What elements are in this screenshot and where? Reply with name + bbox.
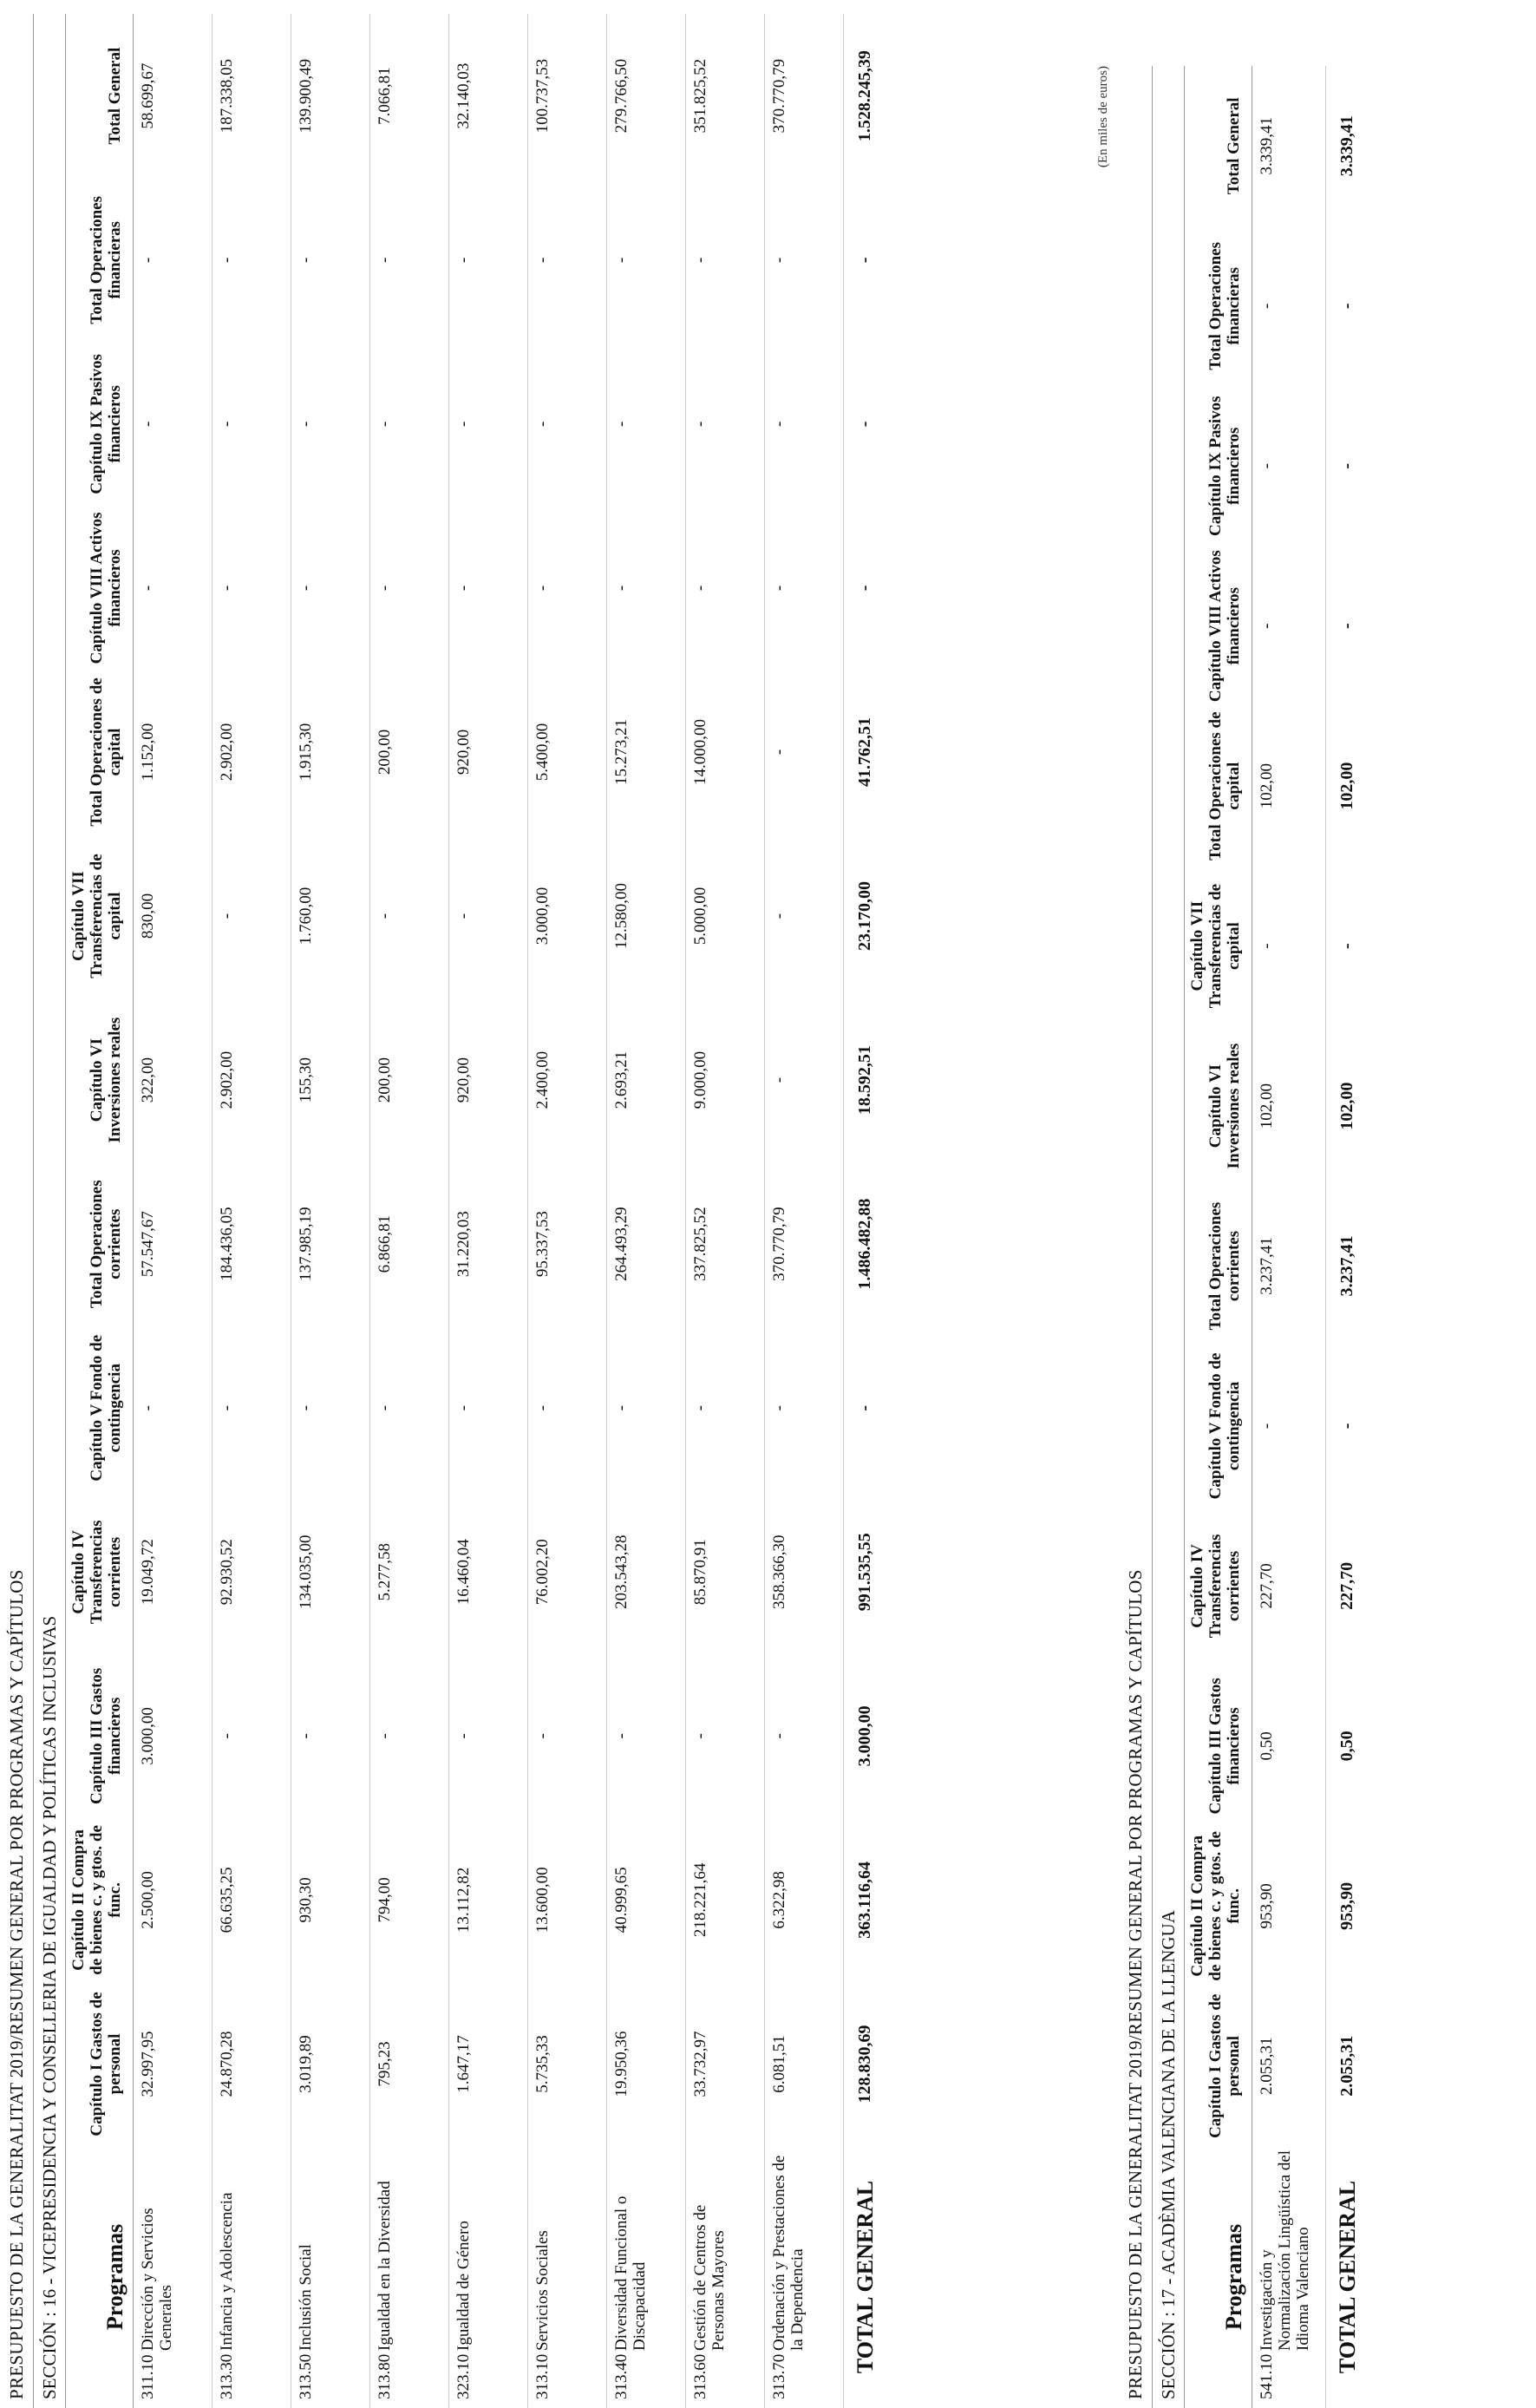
table-cell: 2.500,00 [134, 1818, 212, 1982]
table-cell: - [449, 178, 528, 342]
total-cell: 0,50 [1337, 1731, 1356, 1762]
table-cell: 227,70 [1252, 1506, 1326, 1665]
column-header: Capítulo IV Transferencias corrientes [66, 1490, 134, 1654]
table-cell: - [449, 834, 528, 998]
column-header: Capítulo III Gastos financieros [66, 1654, 134, 1818]
total-row [1326, 66, 1405, 2408]
table-cell: 19.049,72 [134, 1490, 212, 1654]
report-title: PRESUPUESTO DE LA GENERALITAT 2019/RESUMEN GENERAL POR PROGRAMAS Y CAPÍTULOS [6, 1569, 27, 2399]
column-header: Capítulo VIII Activos financieros [1185, 546, 1252, 705]
table-cell: 5.277,58 [370, 1490, 449, 1654]
table-cell: - [212, 1654, 291, 1818]
table-cell: - [607, 506, 686, 670]
column-header: Total Operaciones financieras [1185, 226, 1252, 386]
table-cell: - [1252, 1346, 1326, 1506]
table-cell: - [370, 834, 449, 998]
units-label: (En miles de euros) [1096, 66, 1110, 168]
total-cell: - [855, 421, 874, 428]
table-cell: 920,00 [449, 998, 528, 1162]
table-cell: - [528, 1654, 607, 1818]
table-cell: 155,30 [291, 998, 370, 1162]
table-row [1252, 66, 1326, 2408]
table-cell: 95.337,53 [528, 1162, 607, 1326]
table-cell: 2.693,21 [607, 998, 686, 1162]
table-cell: 2.902,00 [212, 670, 291, 834]
table-cell: - [1252, 386, 1326, 546]
table-cell: 12.580,00 [607, 834, 686, 998]
program-name: Dirección y Servicios Generales [134, 2146, 212, 2354]
column-header: Capítulo IX Pasivos financieros [66, 342, 134, 506]
table-cell: 33.732,97 [686, 1982, 765, 2146]
table-cell: 3.019,89 [291, 1982, 370, 2146]
table-cell: 15.273,21 [607, 670, 686, 834]
table-row [607, 14, 686, 2408]
table-cell: - [607, 1326, 686, 1490]
table-cell: - [765, 506, 844, 670]
table-cell: - [370, 178, 449, 342]
column-header-programas: Programas [66, 2146, 134, 2408]
program-name: Gestión de Centros de Personas Mayores [686, 2146, 765, 2354]
table-cell: - [212, 1326, 291, 1490]
table-cell: 184.436,05 [212, 1162, 291, 1326]
table-cell: 5.735,33 [528, 1982, 607, 2146]
total-cell: 102,00 [1337, 762, 1356, 810]
table-cell: 19.950,36 [607, 1982, 686, 2146]
table-cell: 9.000,00 [686, 998, 765, 1162]
table-body [134, 14, 923, 2408]
program-name: Inclusión Social [291, 2146, 370, 2354]
table-cell: - [1252, 546, 1326, 705]
table-cell: 5.000,00 [686, 834, 765, 998]
table-cell: 0,50 [1252, 1666, 1326, 1826]
total-cell: 991.535,55 [855, 1533, 874, 1612]
table-cell: 2.055,31 [1252, 1986, 1326, 2146]
table-cell: 92.930,52 [212, 1490, 291, 1654]
column-header: Capítulo I Gastos de personal [1185, 1986, 1252, 2146]
table-cell: 14.000,00 [686, 670, 765, 834]
table-cell: 32.140,03 [449, 14, 528, 178]
total-cell: 18.592,51 [855, 1045, 874, 1116]
table-cell: 100.737,53 [528, 14, 607, 178]
table-cell: 322,00 [134, 998, 212, 1162]
table-cell: 76.002,20 [528, 1490, 607, 1654]
program-code: 311.10 [134, 2354, 212, 2408]
table-cell: 31.220,03 [449, 1162, 528, 1326]
table-cell: - [370, 342, 449, 506]
table-cell: - [686, 1654, 765, 1818]
table-cell: 953,90 [1252, 1826, 1326, 1986]
table-cell: 2.902,00 [212, 998, 291, 1162]
total-cell: - [855, 257, 874, 264]
table-cell: 137.985,19 [291, 1162, 370, 1326]
column-header: Capítulo VII Transferencias de capital [1185, 866, 1252, 1025]
table-cell: - [765, 670, 844, 834]
table-cell: 920,00 [449, 670, 528, 834]
table-cell: 370.770,79 [765, 14, 844, 178]
table-header-row [66, 14, 134, 2408]
table-cell: - [765, 834, 844, 998]
table-cell: - [765, 998, 844, 1162]
table-row [528, 14, 607, 2408]
program-name: Servicios Sociales [528, 2146, 607, 2354]
table-cell: - [1252, 866, 1326, 1025]
program-code: 313.10 [528, 2354, 607, 2408]
table-cell: 370.770,79 [765, 1162, 844, 1326]
total-cell: - [1337, 1423, 1356, 1430]
table-cell: - [528, 506, 607, 670]
table-cell: 187.338,05 [212, 14, 291, 178]
total-cell: - [1337, 623, 1356, 630]
total-cell: 2.055,31 [1337, 2035, 1356, 2097]
table-cell: 830,00 [134, 834, 212, 998]
total-cell: 3.339,41 [1337, 115, 1356, 177]
table-cell: 795,23 [370, 1982, 449, 2146]
table-cell: - [528, 342, 607, 506]
report-section-17 [1096, 66, 1535, 2408]
table-cell: - [449, 1654, 528, 1818]
table-cell: - [607, 1654, 686, 1818]
column-header: Capítulo IX Pasivos financieros [1185, 386, 1252, 546]
table-cell: - [134, 178, 212, 342]
table-cell: 66.635,25 [212, 1818, 291, 1982]
table-cell: - [370, 506, 449, 670]
total-cell: 23.170,00 [855, 881, 874, 952]
total-cell: 1.528.245,39 [855, 50, 874, 142]
total-cell: - [1337, 303, 1356, 310]
table-cell: - [765, 1326, 844, 1490]
table-cell: - [449, 342, 528, 506]
table-cell: 3.237,41 [1252, 1186, 1326, 1345]
table-cell: 85.870,91 [686, 1490, 765, 1654]
table-cell: 6.322,98 [765, 1818, 844, 1982]
table-header-row [1185, 66, 1252, 2408]
table-cell: - [134, 342, 212, 506]
table-cell: - [765, 178, 844, 342]
table-cell: - [607, 342, 686, 506]
total-row [844, 14, 923, 2408]
report-title: PRESUPUESTO DE LA GENERALITAT 2019/RESUMEN GENERAL POR PROGRAMAS Y CAPÍTULOS [1125, 1569, 1146, 2399]
table-body [1252, 66, 1405, 2408]
total-cell: - [855, 1404, 874, 1411]
table-cell: 134.035,00 [291, 1490, 370, 1654]
table-cell: - [686, 506, 765, 670]
column-header: Capítulo VIII Activos financieros [66, 506, 134, 670]
table-cell: 1.647,17 [449, 1982, 528, 2146]
table-cell: - [765, 1654, 844, 1818]
table-cell: - [528, 178, 607, 342]
table-cell: 264.493,29 [607, 1162, 686, 1326]
table-row [686, 14, 765, 2408]
column-header: Capítulo I Gastos de personal [66, 1982, 134, 2146]
table-cell: - [212, 834, 291, 998]
table-cell: 930,30 [291, 1818, 370, 1982]
total-cell: - [1337, 943, 1356, 949]
table-cell: 3.000,00 [134, 1654, 212, 1818]
program-name: Igualdad en la Diversidad [370, 2146, 449, 2354]
column-header: Capítulo VII Transferencias de capital [66, 834, 134, 998]
column-header: Capítulo III Gastos financieros [1185, 1666, 1252, 1826]
table-cell: 40.999,65 [607, 1818, 686, 1982]
total-cell: 363.116,64 [855, 1861, 874, 1939]
table-cell: 794,00 [370, 1818, 449, 1982]
section-heading: SECCIÓN : 17 - ACADÈMIA VALENCIANA DE LA LLENGUA [1152, 66, 1185, 2408]
table-cell: - [686, 178, 765, 342]
program-name: Investigación y Normalización Lingüística del Idioma Valenciano [1252, 2146, 1326, 2354]
table-cell: - [291, 1326, 370, 1490]
total-label: TOTAL GENERAL [1335, 2180, 1360, 2374]
table-cell: 3.339,41 [1252, 66, 1326, 226]
column-header: Total Operaciones de capital [1185, 706, 1252, 866]
table-cell: 57.547,67 [134, 1162, 212, 1326]
program-name: Diversidad Funcional o Discapacidad [607, 2146, 686, 2354]
column-header: Total Operaciones corrientes [66, 1162, 134, 1326]
table-cell: 58.699,67 [134, 14, 212, 178]
table-cell: 279.766,50 [607, 14, 686, 178]
table-row [134, 14, 212, 2408]
total-cell: 128.830,69 [855, 2025, 874, 2104]
section-heading: SECCIÓN : 16 - VICEPRESIDENCIA Y CONSELLERIA DE IGUALDAD Y POLÍTICAS INCLUSIVAS [33, 14, 66, 2408]
table-cell: - [370, 1654, 449, 1818]
program-code: 313.40 [607, 2354, 686, 2408]
table-row [291, 14, 370, 2408]
column-header: Capítulo IV Transferencias corrientes [1185, 1506, 1252, 1665]
table-cell: - [291, 342, 370, 506]
table-cell: - [528, 1326, 607, 1490]
program-name: Infancia y Adolescencia [212, 2146, 291, 2354]
program-code: 313.80 [370, 2354, 449, 2408]
table-cell: 24.870,28 [212, 1982, 291, 2146]
total-cell: 102,00 [1337, 1082, 1356, 1130]
table-cell: 13.600,00 [528, 1818, 607, 1982]
table-cell: - [291, 1654, 370, 1818]
total-cell: 227,70 [1337, 1561, 1356, 1610]
table-cell: - [212, 342, 291, 506]
column-header: Capítulo II Compra de bienes c. y gtos. de func. [1185, 1826, 1252, 1986]
budget-table [66, 14, 922, 2408]
table-cell: - [1252, 226, 1326, 386]
table-cell: - [212, 506, 291, 670]
column-header: Total General [1185, 66, 1252, 226]
program-code: 313.60 [686, 2354, 765, 2408]
table-cell: - [134, 506, 212, 670]
table-cell: - [449, 1326, 528, 1490]
total-cell: 1.486.482,88 [855, 1198, 874, 1290]
table-cell: - [686, 1326, 765, 1490]
table-cell: 1.915,30 [291, 670, 370, 834]
column-header: Total Operaciones de capital [66, 670, 134, 834]
table-cell: 218.221,64 [686, 1818, 765, 1982]
total-label: TOTAL GENERAL [853, 2180, 878, 2374]
table-cell: 139.900,49 [291, 14, 370, 178]
program-code: 541.10 [1252, 2354, 1326, 2408]
table-cell: - [212, 178, 291, 342]
table-row [449, 14, 528, 2408]
total-cell: - [855, 585, 874, 592]
table-cell: 1.152,00 [134, 670, 212, 834]
program-name: Ordenación y Prestaciones de la Dependencia [765, 2146, 844, 2354]
total-cell: 3.237,41 [1337, 1235, 1356, 1297]
table-cell: 6.081,51 [765, 1982, 844, 2146]
table-cell: 6.866,81 [370, 1162, 449, 1326]
total-cell: 41.762,51 [855, 717, 874, 787]
total-cell: - [1337, 462, 1356, 469]
table-row [370, 14, 449, 2408]
column-header: Capítulo VI Inversiones reales [1185, 1026, 1252, 1186]
column-header: Total General [66, 14, 134, 178]
program-code: 313.50 [291, 2354, 370, 2408]
program-code: 323.10 [449, 2354, 528, 2408]
table-cell: 1.760,00 [291, 834, 370, 998]
table-cell: 200,00 [370, 998, 449, 1162]
table-cell: 32.997,95 [134, 1982, 212, 2146]
table-cell: 13.112,82 [449, 1818, 528, 1982]
total-cell: 3.000,00 [855, 1705, 874, 1767]
table-cell: 7.066,81 [370, 14, 449, 178]
table-cell: - [765, 342, 844, 506]
table-cell: - [686, 342, 765, 506]
program-code: 313.30 [212, 2354, 291, 2408]
column-header: Total Operaciones corrientes [1185, 1186, 1252, 1345]
table-cell: 102,00 [1252, 706, 1326, 866]
column-header: Total Operaciones financieras [66, 178, 134, 342]
table-cell: - [291, 178, 370, 342]
program-name: Igualdad de Género [449, 2146, 528, 2354]
program-code: 313.70 [765, 2354, 844, 2408]
table-cell: 102,00 [1252, 1026, 1326, 1186]
table-cell: 351.825,52 [686, 14, 765, 178]
table-cell: - [607, 178, 686, 342]
table-cell: 358.366,30 [765, 1490, 844, 1654]
column-header: Capítulo V Fondo de contingencia [66, 1326, 134, 1490]
column-header: Capítulo V Fondo de contingencia [1185, 1346, 1252, 1506]
table-row [765, 14, 844, 2408]
table-cell: - [449, 506, 528, 670]
table-cell: - [134, 1326, 212, 1490]
column-header: Capítulo II Compra de bienes c. y gtos. de func. [66, 1818, 134, 1982]
budget-table [1185, 66, 1404, 2408]
table-cell: 2.400,00 [528, 998, 607, 1162]
table-cell: 5.400,00 [528, 670, 607, 834]
table-row [212, 14, 291, 2408]
table-cell: 3.000,00 [528, 834, 607, 998]
column-header-programas: Programas [1185, 2146, 1252, 2408]
table-cell: 200,00 [370, 670, 449, 834]
report-section-16 [0, 14, 1071, 2408]
table-cell: - [370, 1326, 449, 1490]
total-cell: 953,90 [1337, 1881, 1356, 1930]
column-header: Capítulo VI Inversiones reales [66, 998, 134, 1162]
table-cell: 203.543,28 [607, 1490, 686, 1654]
table-cell: - [291, 506, 370, 670]
table-cell: 16.460,04 [449, 1490, 528, 1654]
table-cell: 337.825,52 [686, 1162, 765, 1326]
